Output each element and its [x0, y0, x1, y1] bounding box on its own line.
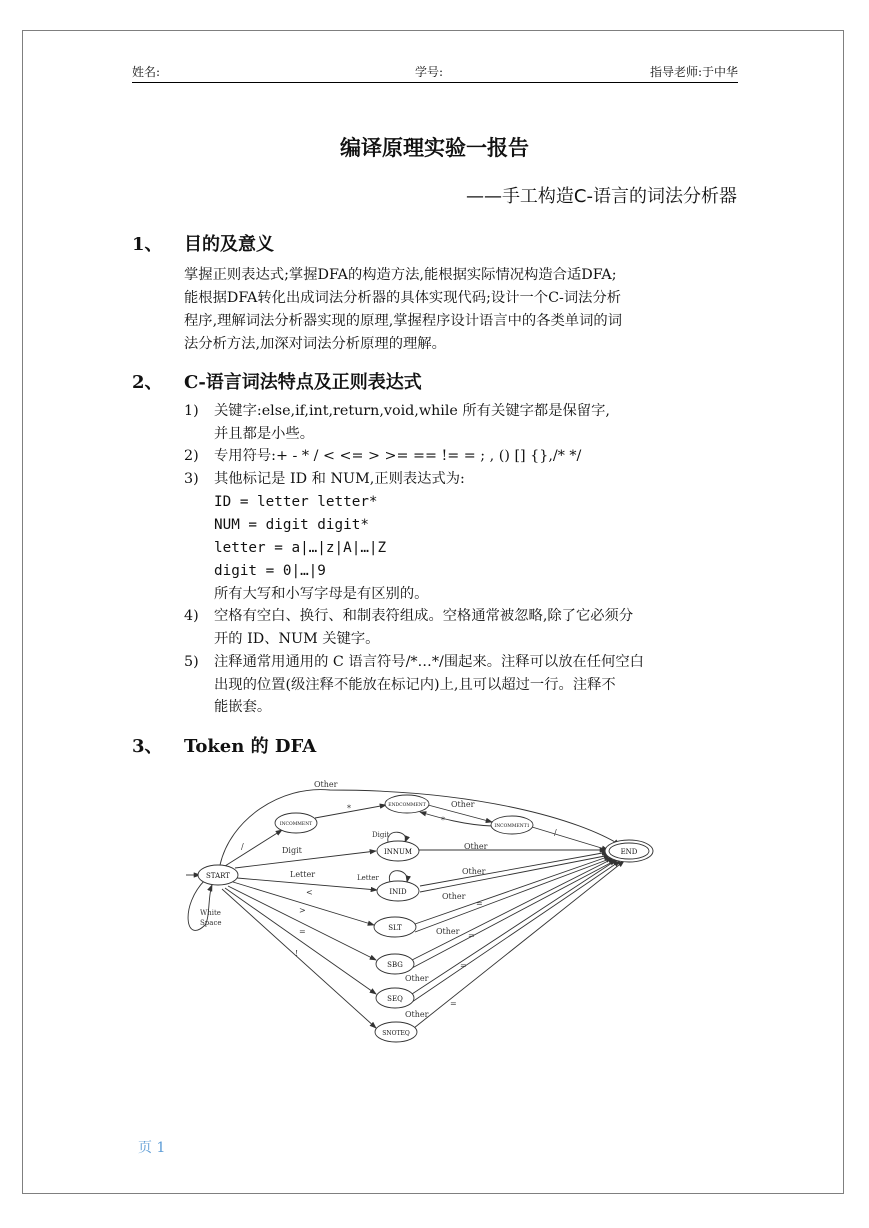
list-line: 关键字:else,if,int,return,void,while 所有关键字都是保留字, [214, 403, 610, 419]
regex-letter: letter = a|…|z|A|…|Z [214, 540, 387, 556]
dfa-edge-label: = [468, 931, 475, 940]
list-number: 1) [184, 403, 199, 419]
dfa-state-label: INID [389, 888, 407, 896]
list-line: 并且都是小些。 [214, 425, 315, 442]
dfa-edge-label: White [200, 909, 221, 917]
paragraph-line: 能根据DFA转化出成词法分析器的具体实现代码;设计一个C-词法分析 [184, 290, 622, 306]
document-subtitle: ——手工构造C-语言的词法分析器 [465, 186, 737, 207]
dfa-edge-label: * [441, 816, 445, 825]
list-number: 3) [184, 471, 199, 487]
dfa-state-label: START [206, 872, 230, 880]
dfa-edge-label: = [460, 961, 467, 970]
dfa-edge-label: Other [464, 842, 488, 851]
dfa-edge-label: = [299, 927, 306, 936]
list-line: 出现的位置(级注释不能放在标记内)上,且可以超过一行。注释不 [214, 676, 616, 693]
list-number: 4) [184, 608, 199, 624]
dfa-edge-other-id [420, 852, 608, 886]
section-title: 目的及意义 [184, 234, 274, 255]
student-id-label: 学号: [415, 65, 444, 79]
section-title: Token 的 DFA [184, 736, 317, 757]
list-line: 开的 ID、NUM 关键字。 [214, 630, 380, 647]
dfa-edge-label: * [347, 804, 351, 813]
dfa-edge-label: Other [405, 974, 429, 983]
dfa-edge-slash-end [532, 827, 608, 850]
list-line: 注释通常用通用的 C 语言符号/*…*/围起来。注释可以放在任何空白 [214, 654, 644, 670]
list-line: 能嵌套。 [214, 699, 272, 715]
paragraph-line: 程序,理解词法分析器实现的原理,掌握程序设计语言中的各类单词的词 [184, 313, 622, 329]
dfa-edge-label: = [476, 899, 483, 908]
dfa-edge-digit [235, 851, 376, 868]
dfa-edge-label: Letter [290, 870, 316, 879]
dfa-edge-label: ! [295, 949, 299, 958]
dfa-state-label: END [620, 848, 638, 856]
dfa-edge-eq-slt [415, 856, 610, 924]
dfa-edge-label: < [306, 888, 313, 897]
list-line: 其他标记是 ID 和 NUM,正则表达式为: [214, 471, 465, 487]
paragraph-line: 掌握正则表达式;掌握DFA的构造方法,能根据实际情况构造合适DFA; [184, 267, 617, 283]
dfa-edge-label: Other [442, 892, 466, 901]
document-title: 编译原理实验一报告 [340, 135, 529, 160]
dfa-edge-label: Other [462, 867, 486, 876]
dfa-edge-label: = [450, 999, 457, 1008]
dfa-edge-gt [228, 886, 376, 960]
page-number: 页 1 [138, 1140, 166, 1156]
dfa-state-label: INNUM [383, 848, 413, 856]
section-title: C-语言词法特点及正则表达式 [184, 372, 422, 393]
dfa-edge-eq [225, 888, 376, 994]
teacher-label: 指导老师:于中华 [649, 65, 738, 79]
dfa-edge-label: Other [451, 800, 475, 809]
regex-id: ID = letter letter* [214, 494, 378, 510]
dfa-edge-label: Space [200, 919, 222, 927]
dfa-edge-label: Digit [282, 846, 302, 855]
regex-digit: digit = 0|…|9 [214, 563, 326, 579]
dfa-edge-label: Digit [372, 831, 390, 839]
list-number: 2) [184, 448, 199, 464]
dfa-state-label: INCOMMENT [279, 822, 313, 827]
dfa-state-label: SNOTEQ [382, 1030, 410, 1037]
dfa-state-label: ENDCOMMENT [388, 803, 426, 808]
name-label: 姓名: [132, 65, 161, 79]
dfa-edge-other-id2 [420, 855, 610, 892]
dfa-edge-label: Letter [357, 874, 379, 882]
dfa-edge-letter-loop [389, 871, 407, 882]
dfa-edge-label: Other [405, 1010, 429, 1019]
section-number: 2、 [132, 372, 163, 393]
dfa-edge-label: / [554, 828, 557, 837]
regex-num: NUM = digit digit* [214, 517, 369, 533]
dfa-edge-eq-snoteq [414, 861, 624, 1028]
case-note: 所有大写和小写字母是有区别的。 [214, 586, 429, 602]
section-number: 3、 [132, 736, 163, 757]
section-number: 1、 [132, 234, 163, 255]
paragraph-line: 法分析方法,加深对词法分析原理的理解。 [184, 336, 446, 352]
dfa-edge-label: > [299, 906, 306, 915]
dfa-edge-label: Other [436, 927, 460, 936]
dfa-state-label: SEQ [387, 995, 403, 1003]
dfa-edge-digit-loop [388, 832, 406, 842]
dfa-state-label: SLT [388, 924, 402, 932]
dfa-edge-label: / [241, 842, 244, 851]
dfa-state-label: INCOMMENT1 [494, 824, 530, 829]
list-line: 空格有空白、换行、和制表符组成。空格通常被忽略,除了它必须分 [214, 608, 634, 624]
dfa-state-label: SBG [387, 961, 403, 969]
dfa-edge-eq-sbg [412, 858, 614, 960]
dfa-edge-label: Other [314, 780, 338, 789]
list-number: 5) [184, 654, 199, 670]
list-line: 专用符号:+ - * / < <= > >= == != = ; , () [] {},/* */ [214, 448, 582, 464]
